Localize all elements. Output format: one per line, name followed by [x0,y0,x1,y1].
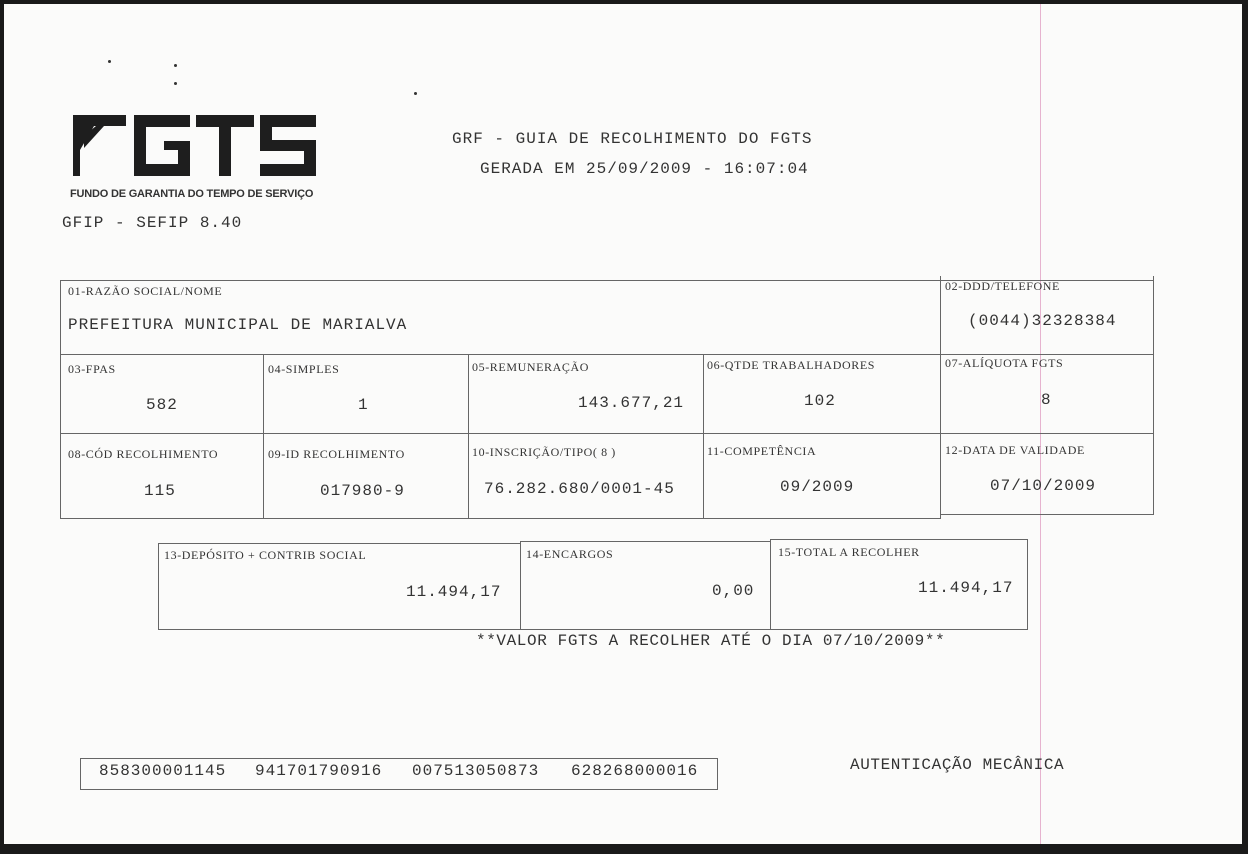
field-value-validade: 07/10/2009 [990,477,1097,495]
table-divider [770,539,771,630]
field-value-cod-recolhimento: 115 [144,482,176,500]
table-divider [520,541,521,630]
table-divider [60,433,1154,434]
field-value-telefone: (0044)32328384 [968,312,1117,330]
due-date-notice: **VALOR FGTS A RECOLHER ATÉ O DIA 07/10/2009** [476,632,946,650]
table-divider [263,354,264,519]
table-border [158,629,1028,630]
field-value-razao-social: PREFEITURA MUNICIPAL DE MARIALVA [68,316,408,334]
field-label-id-recolhimento: 09-ID RECOLHIMENTO [268,447,405,461]
barcode-group: 628268000016 [571,762,699,780]
field-value-competencia: 09/2009 [780,478,855,496]
barcode-group: 941701790916 [255,762,383,780]
field-value-simples: 1 [358,396,369,414]
table-border [940,514,1154,515]
field-label-razao-social: 01-RAZÃO SOCIAL/NOME [68,284,223,298]
field-value-encargos: 0,00 [712,582,755,600]
table-border [158,543,520,544]
field-value-qtde-trabalhadores: 102 [804,392,836,410]
speck [174,64,177,67]
barcode-line [80,758,718,790]
table-border [770,539,1028,540]
table-border [158,543,159,630]
table-border [520,541,770,542]
table-divider [940,276,941,519]
field-value-total: 11.494,17 [918,579,1014,597]
field-value-fpas: 582 [146,396,178,414]
field-label-deposito: 13-DEPÓSITO + CONTRIB SOCIAL [164,548,367,562]
field-label-simples: 04-SIMPLES [268,362,340,376]
table-divider [468,354,469,519]
table-border [1153,276,1154,515]
field-label-qtde-trabalhadores: 06-QTDE TRABALHADORES [707,358,876,372]
speck [174,82,177,85]
logo-subtitle: FUNDO DE GARANTIA DO TEMPO DE SERVIÇO [70,188,314,200]
document-title: GRF - GUIA DE RECOLHIMENTO DO FGTS [452,130,813,148]
speck [108,60,111,63]
fgts-logo [68,110,318,180]
field-label-aliquota: 07-ALÍQUOTA FGTS [945,356,1064,370]
field-label-fpas: 03-FPAS [68,362,116,376]
generated-timestamp: GERADA EM 25/09/2009 - 16:07:04 [480,160,809,178]
barcode-group: 858300001145 [99,762,227,780]
scan-artifact-line [1040,4,1041,848]
field-label-telefone: 02-DDD/TELEFONE [945,279,1060,293]
field-value-id-recolhimento: 017980-9 [320,482,405,500]
table-divider [60,354,1154,355]
field-value-aliquota: 8 [1041,391,1052,409]
table-border [60,280,61,519]
table-divider [703,354,704,519]
field-value-remuneracao: 143.677,21 [578,394,685,412]
field-label-total: 15-TOTAL A RECOLHER [778,545,920,559]
field-label-validade: 12-DATA DE VALIDADE [945,443,1085,457]
field-label-encargos: 14-ENCARGOS [526,547,614,561]
table-border [1027,539,1028,630]
table-border [60,518,940,519]
scan-edge [0,844,1248,854]
speck [414,92,417,95]
field-label-competencia: 11-COMPETÊNCIA [707,444,817,458]
system-version: GFIP - SEFIP 8.40 [62,214,243,232]
mechanical-authentication-label: AUTENTICAÇÃO MECÂNICA [850,756,1065,774]
field-value-deposito: 11.494,17 [406,583,502,601]
field-label-remuneracao: 05-REMUNERAÇÃO [472,360,590,374]
field-value-inscricao: 76.282.680/0001-45 [484,480,675,498]
barcode-group: 007513050873 [412,762,540,780]
field-label-inscricao: 10-INSCRIÇÃO/TIPO( 8 ) [472,445,616,459]
field-label-cod-recolhimento: 08-CÓD RECOLHIMENTO [68,447,219,461]
